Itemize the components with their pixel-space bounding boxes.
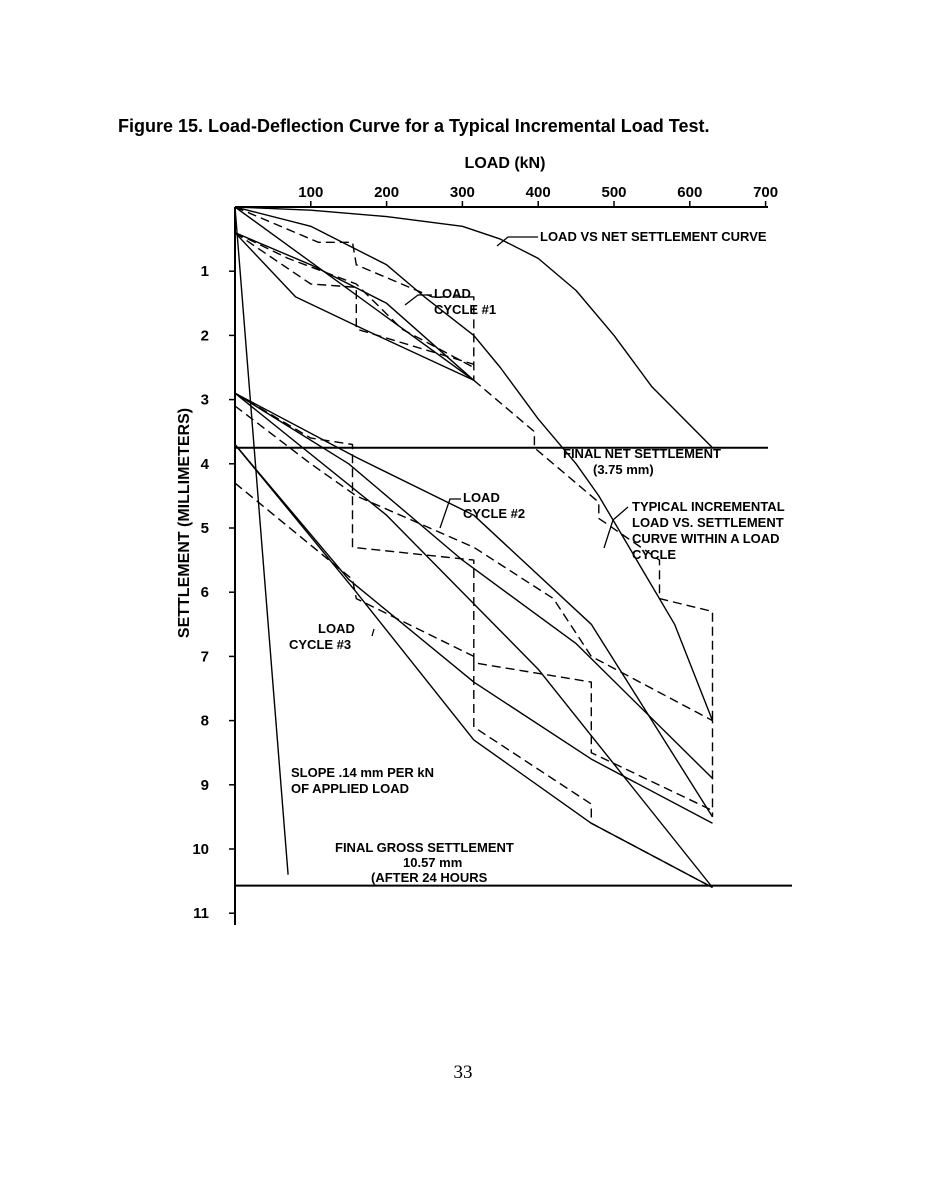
annotation-incremental-line-1: TYPICAL INCREMENTAL (632, 499, 785, 514)
annotation-load-cycle-1-line-2: CYCLE #1 (434, 302, 497, 317)
y-axis-title: SETTLEMENT (MILLIMETERS) (176, 407, 193, 639)
y-tick-label: 3 (200, 391, 209, 409)
x-tick-label: 700 (753, 184, 779, 201)
reference-line-sublabel-net: (3.75 mm) (593, 462, 654, 477)
annotation-load-cycle-3-line-2: CYCLE #3 (289, 637, 352, 652)
x-tick-label: 300 (449, 184, 475, 201)
reference-line-sublabel2-gross: (AFTER 24 HOURS (371, 870, 488, 885)
annotation-incremental-line-4: CYCLE (632, 547, 677, 562)
page-number: 33 (453, 1062, 473, 1083)
annotation-leader (604, 507, 628, 548)
reference-line-label-net: FINAL NET SETTLEMENT (563, 446, 721, 461)
reference-line-label-gross: FINAL GROSS SETTLEMENT (335, 840, 514, 855)
x-tick-label: 100 (298, 184, 324, 201)
x-axis-title: LOAD (kN) (464, 155, 546, 172)
figure-title: Figure 15. Load-Deflection Curve for a Typical Incremental Load Test. (118, 116, 710, 136)
y-tick-label: 10 (192, 841, 209, 858)
annotation-incremental-line-2: LOAD VS. SETTLEMENT (632, 515, 784, 530)
y-tick-label: 11 (193, 905, 209, 923)
y-tick-label: 5 (200, 520, 209, 537)
annotation-load-cycle-3-line-1: LOAD (318, 621, 355, 636)
annotation-load-cycle-2-line-1: LOAD (463, 490, 500, 505)
annotation-load-cycle-1-line-1: LOAD (434, 286, 471, 301)
annotation-leader (497, 237, 538, 246)
annotation-slope-line-1: SLOPE .14 mm PER kN (291, 765, 435, 780)
annotation-incremental-line-3: CURVE WITHIN A LOAD (632, 531, 780, 546)
y-tick-label: 6 (200, 584, 209, 602)
x-tick-label: 200 (374, 184, 400, 201)
annotation-load-cycle-2-line-2: CYCLE #2 (463, 506, 526, 521)
y-tick-label: 7 (200, 648, 209, 666)
y-tick-label: 1 (200, 263, 209, 281)
x-tick-label: 400 (525, 184, 551, 201)
y-tick-label: 9 (200, 776, 209, 794)
annotation-slope-line-2: OF APPLIED LOAD (291, 781, 409, 796)
series-line-18 (235, 207, 288, 875)
x-tick-label: 600 (677, 184, 703, 201)
y-tick-label: 4 (200, 455, 209, 473)
annotation-leader (372, 629, 374, 636)
y-tick-label: 2 (200, 327, 209, 345)
y-tick-label: 8 (200, 712, 209, 730)
reference-line-sublabel-gross: 10.57 mm (403, 855, 463, 870)
series-line-9 (474, 380, 713, 720)
x-tick-label: 500 (601, 184, 627, 201)
annotation-net-curve: LOAD VS NET SETTLEMENT CURVE (540, 229, 767, 244)
